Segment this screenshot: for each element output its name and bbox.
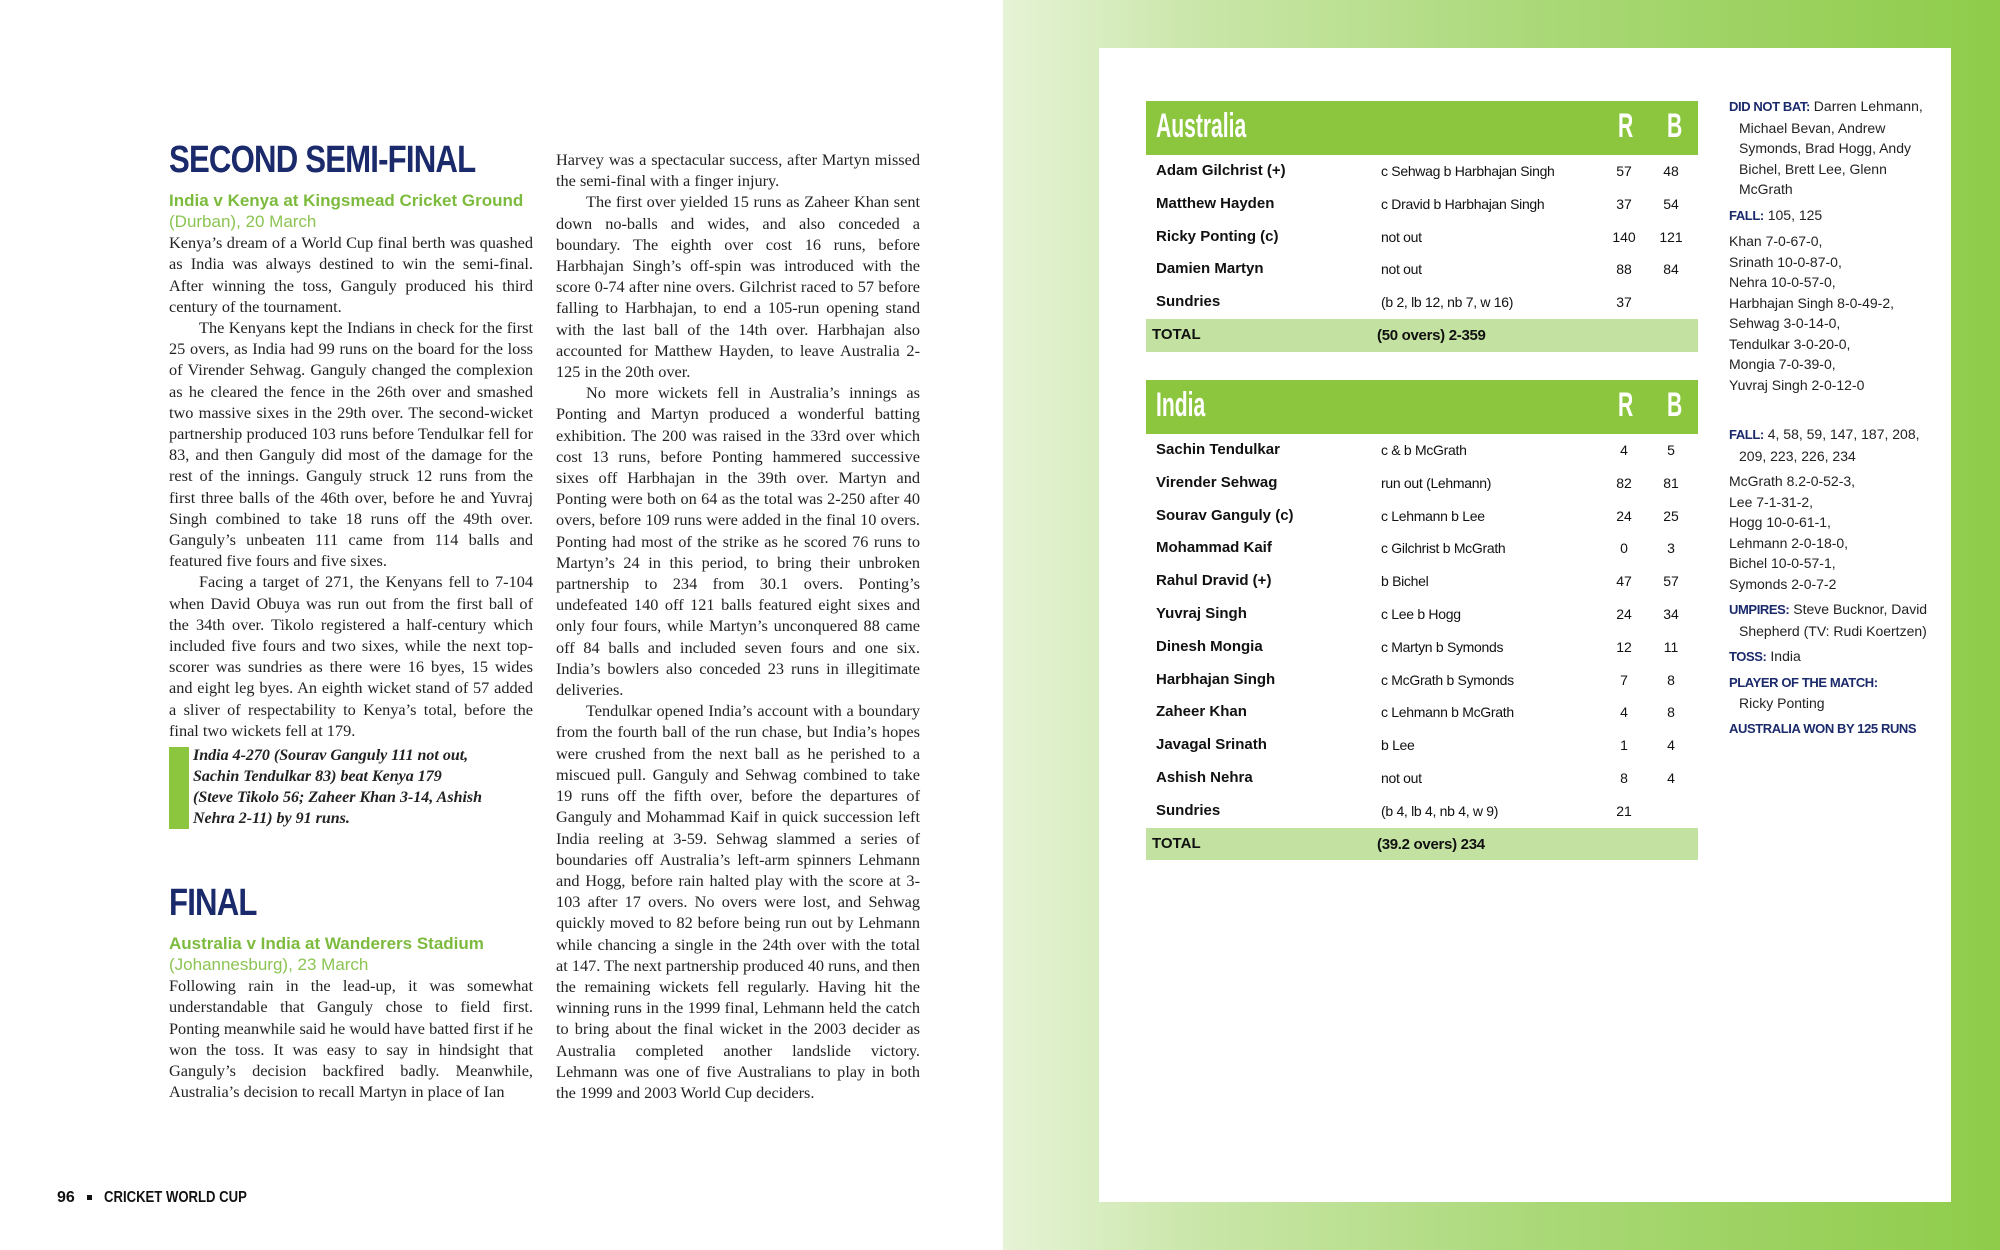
batsman-name: Yuvraj Singh	[1156, 604, 1247, 622]
text-column-1	[169, 139, 533, 829]
runs: 24	[1616, 507, 1632, 524]
did-not-bat-label: DID NOT BAT:	[1729, 99, 1810, 114]
runs: 7	[1620, 671, 1628, 688]
total-value: (39.2 overs) 234	[1377, 835, 1485, 853]
balls: 121	[1659, 228, 1683, 245]
runs: 37	[1616, 195, 1632, 212]
team-name: Australia	[1156, 107, 1247, 145]
runs: 82	[1616, 474, 1632, 491]
balls: 11	[1663, 638, 1679, 655]
batting-row	[1146, 253, 1698, 286]
toss-value: India	[1770, 648, 1801, 664]
dismissal: c Dravid b Harbhajan Singh	[1381, 195, 1545, 212]
runs: 37	[1616, 294, 1632, 311]
batsman-name: Javagal Srinath	[1156, 736, 1267, 754]
balls: 8	[1667, 671, 1675, 688]
umpires	[1729, 599, 1929, 641]
bowling-figure: Sehwag 3-0-14-0,	[1729, 315, 1841, 331]
result-accent-bar	[169, 747, 189, 829]
batsman-name: Sachin Tendulkar	[1156, 441, 1280, 458]
batting-row	[1146, 188, 1698, 221]
final-heading: FINAL	[169, 882, 257, 924]
batting-row	[1146, 434, 1698, 467]
batsman-name: Ashish Nehra	[1156, 768, 1253, 786]
did-not-bat	[1729, 96, 1924, 200]
semi-result-text: India 4-270 (Sourav Ganguly 111 not out, Sachin Tendulkar 83) beat Kenya 179 (Steve Tikolo 56; Zaheer Khan 3-14, Ashish Nehra 2-11) by 91 runs.	[193, 747, 483, 828]
balls: 48	[1663, 163, 1679, 179]
batting-row	[1146, 467, 1698, 500]
batsman-name: Rahul Dravid (+)	[1156, 572, 1272, 590]
final-match-venue-date: (Johannesburg), 23 March	[169, 955, 369, 975]
batsman-name: Virender Sehwag	[1156, 473, 1278, 491]
dismissal: c Gilchrist b McGrath	[1381, 540, 1506, 557]
umpires-value: Steve Bucknor, David Shepherd (TV: Rudi Koertzen)	[1739, 601, 1928, 639]
batting-row	[1146, 696, 1698, 729]
match-result: AUSTRALIA WON BY 125 RUNS	[1729, 720, 1917, 736]
balls: 5	[1667, 442, 1675, 458]
runs: 140	[1612, 228, 1636, 245]
india-scorecard	[1146, 380, 1698, 860]
australia-fall-of-wickets	[1729, 205, 1929, 227]
batsman-name: Sundries	[1156, 801, 1221, 819]
batsman-name: Harbhajan Singh	[1156, 670, 1276, 688]
batting-row	[1146, 565, 1698, 598]
dismissal: c & b McGrath	[1381, 442, 1467, 458]
runs-header: R	[1618, 107, 1634, 145]
dismissal: not out	[1381, 228, 1422, 245]
semi-result-box	[169, 745, 533, 829]
semi-match-title: India v Kenya at Kingsmead Cricket Ground	[169, 191, 524, 211]
final-paragraph: No more wickets fell in Australia’s innings as Ponting and Martyn produced a wonderful batting exhibition. The 200 was raised in the 33rd over which cost 13 runs, before Ponting hammered successive sixes off Harbhajan in the 39th over. Martyn and Ponting were both on 64 as the total was 2-250 after 40 overs, before 109 runs were added in the final 10 overs. Ponting had most of the strike as he scored 76 runs to Martyn’s 24 in this period, to bring their unbroken partnership to 234 from 30.1 overs. Ponting’s undefeated 140 off 121 balls featured eight sixes and only four fours, while Martyn’s unconquered 88 came off 84 balls and included seven fours and one six. India’s bowlers also conceded 23 runs in illegitimate deliveries.	[556, 383, 920, 700]
bowling-figure: Khan 7-0-67-0,	[1729, 233, 1823, 249]
total-label: TOTAL	[1152, 325, 1201, 343]
batting-row	[1146, 221, 1698, 254]
batting-row	[1146, 532, 1698, 565]
dismissal: c Sehwag b Harbhajan Singh	[1381, 163, 1555, 179]
batting-row	[1146, 286, 1698, 319]
balls: 4	[1667, 737, 1675, 754]
total-row	[1146, 319, 1698, 352]
balls: 57	[1663, 573, 1679, 590]
semi-paragraph: Kenya’s dream of a World Cup final berth was quashed as India was always destined to win the semi-final. After winning the toss, Ganguly produced his third century of the tournament.	[169, 233, 533, 316]
batting-row	[1146, 155, 1698, 188]
runs: 21	[1616, 802, 1632, 819]
total-row	[1146, 828, 1698, 861]
bowling-figure: Mongia 7-0-39-0,	[1729, 356, 1836, 372]
bowling-figure: Hogg 10-0-61-1,	[1729, 514, 1831, 530]
final-paragraph: The first over yielded 15 runs as Zaheer Khan sent down no-balls and wides, and also conceded a boundary. The eighth over cost 16 runs, before Harbhajan Singh’s off-spin was introduced with the score 0-74 after nine overs. Gilchrist raced to 57 before falling to Harbhajan, to end a 105-run opening stand with the last ball of the 14th over. Harbhajan also accounted for Matthew Hayden, to leave Australia 2-125 in the 20th over.	[556, 192, 920, 382]
pom-value: Ricky Ponting	[1739, 695, 1825, 711]
dismissal: not out	[1381, 261, 1422, 278]
batting-row	[1146, 729, 1698, 762]
balls-header: B	[1667, 386, 1683, 424]
batting-row	[1146, 762, 1698, 795]
scorecard-panel	[1099, 48, 1951, 1202]
runs: 4	[1620, 442, 1628, 458]
balls: 34	[1663, 605, 1679, 622]
bowling-figure: Symonds 2-0-7-2	[1729, 575, 1837, 592]
did-not-bat-value: Darren Lehmann, Michael Bevan, Andrew Symonds, Brad Hogg, Andy Bichel, Brett Lee, Glenn McGrath	[1739, 98, 1923, 197]
bowling-figure: Lee 7-1-31-2,	[1729, 493, 1814, 510]
batting-row	[1146, 500, 1698, 533]
umpires-label: UMPIRES:	[1729, 602, 1790, 617]
total-label: TOTAL	[1152, 834, 1201, 852]
dismissal: not out	[1381, 769, 1422, 786]
dismissal: c Lehmann b McGrath	[1381, 704, 1514, 721]
pom-label: PLAYER OF THE MATCH:	[1729, 674, 1878, 690]
final-paragraph: Tendulkar opened India’s account with a boundary from the fourth ball of the run chase, but India’s hopes were crushed from the next ball as he perished to a miscued pull. Ganguly and Sehwag combined to take 19 runs off the fifth over, before the departures of Ganguly and Mohammad Kaif in quick succession left India reeling at 3-59. Sehwag slammed a series of boundaries off Australia’s left-arm spinners Lehmann and Hogg, before rain halted play with the score at 3-103 after 17 overs. No overs were lost, and Sehwag quickly moved to 82 before being run out by Lehmann while chancing a single in the 24th over with the total at 147. The next partnership produced 40 runs, and then the remaining wickets fell regularly. Having hit the winning runs in the 1999 final, Lehmann held the catch to bring about the final wicket in the 2003 decider as Australia completed another landslide victory. Lehmann was one of five Australians to play in both the 1999 and 2003 World Cup deciders.	[556, 701, 920, 1102]
batsman-name: Mohammad Kaif	[1156, 539, 1272, 557]
final-paragraph: Following rain in the lead-up, it was somewhat understandable that Ganguly chose to field first. Ponting meanwhile said he would have batted first if he won the toss. It was easy to say in hindsight that Ganguly’s decision backfired badly. Meanwhile, Australia’s decision to recall Martyn in place of Ian	[169, 976, 533, 1102]
india-fall-of-wickets	[1729, 424, 1929, 466]
dismissal: b Lee	[1381, 737, 1415, 754]
balls: 54	[1663, 195, 1679, 212]
india-bowling-figures	[1729, 231, 1929, 395]
scorecard-header	[1146, 101, 1698, 155]
toss-label: TOSS:	[1729, 649, 1767, 664]
batting-row	[1146, 631, 1698, 664]
dismissal: c Lee b Hogg	[1381, 605, 1461, 622]
bowling-figure: McGrath 8.2-0-52-3,	[1729, 473, 1856, 489]
fall-value: 4, 58, 59, 147, 187, 208, 209, 223, 226, 234	[1739, 426, 1920, 464]
final-paragraph: Harvey was a spectacular success, after Martyn missed the semi-final with a finger injury.	[556, 150, 920, 191]
team-name: India	[1156, 386, 1206, 424]
scorecard-header	[1146, 380, 1698, 434]
total-value: (50 overs) 2-359	[1377, 326, 1486, 344]
batsman-name: Damien Martyn	[1156, 260, 1264, 278]
page-number: 96	[57, 1189, 75, 1206]
australia-scorecard	[1146, 101, 1698, 352]
runs: 24	[1616, 605, 1632, 622]
batsman-name: Matthew Hayden	[1156, 194, 1275, 212]
bowling-figure: Tendulkar 3-0-20-0,	[1729, 335, 1851, 352]
bowling-figure: Yuvraj Singh 2-0-12-0	[1729, 376, 1865, 393]
balls-header: B	[1667, 107, 1683, 145]
runs: 88	[1616, 261, 1632, 278]
bowling-figure: Harbhajan Singh 8-0-49-2,	[1729, 294, 1894, 311]
dismissal: run out (Lehmann)	[1381, 474, 1492, 491]
runs: 0	[1620, 540, 1628, 557]
batting-row	[1146, 598, 1698, 631]
dismissal: c McGrath b Symonds	[1381, 671, 1514, 688]
fall-label: FALL:	[1729, 427, 1764, 442]
runs: 47	[1616, 573, 1632, 590]
bullet-separator	[87, 1195, 92, 1200]
balls: 3	[1667, 540, 1675, 557]
batsman-name: Dinesh Mongia	[1156, 637, 1263, 655]
balls: 8	[1667, 704, 1675, 721]
runs: 12	[1616, 638, 1632, 655]
toss	[1729, 646, 1929, 668]
bowling-figure: Nehra 10-0-57-0,	[1729, 274, 1836, 290]
batsman-name: Ricky Ponting (c)	[1156, 227, 1279, 245]
runs: 1	[1620, 737, 1628, 754]
semi-final-heading: SECOND SEMI-FINAL	[169, 139, 476, 181]
bowling-figure: Srinath 10-0-87-0,	[1729, 253, 1842, 270]
batting-row	[1146, 664, 1698, 697]
dismissal: c Lehmann b Lee	[1381, 507, 1485, 524]
match-details-sidebar	[1729, 96, 1929, 744]
australia-bowling-figures	[1729, 471, 1929, 594]
balls: 81	[1663, 474, 1679, 491]
semi-match-venue-date: (Durban), 20 March	[169, 212, 317, 232]
balls: 4	[1667, 769, 1675, 786]
runs: 4	[1620, 704, 1628, 721]
dismissal: b Bichel	[1381, 573, 1429, 590]
fall-label: FALL:	[1729, 207, 1764, 223]
balls: 84	[1663, 261, 1679, 278]
batting-row	[1146, 795, 1698, 828]
text-column-2	[556, 149, 920, 1103]
bowling-figure: Lehmann 2-0-18-0,	[1729, 534, 1849, 551]
final-section	[169, 882, 533, 1102]
runs-header: R	[1618, 386, 1634, 424]
batsman-name: Sundries	[1156, 293, 1221, 311]
bowling-figure: Bichel 10-0-57-1,	[1729, 555, 1836, 571]
balls: 25	[1663, 507, 1679, 524]
batsman-name: Sourav Ganguly (c)	[1156, 506, 1294, 524]
batsman-name: Adam Gilchrist (+)	[1156, 162, 1286, 179]
batsman-name: Zaheer Khan	[1156, 703, 1247, 721]
player-of-the-match	[1729, 673, 1929, 714]
final-match-title: Australia v India at Wanderers Stadium	[169, 934, 484, 954]
page-footer	[57, 1189, 278, 1207]
right-page	[1003, 0, 2000, 1250]
semi-paragraph: The Kenyans kept the Indians in check for the first 25 overs, as India had 99 runs on the board for the loss of Virender Sehwag. Ganguly changed the complexion as he cleared the fence in the 26th over and smashed two massive sixes in the 29th over. The second-wicket partnership produced 103 runs before Tendulkar fell for 83, and then Ganguly did most of the damage for the rest of the innings. Ganguly struck 12 runs from the first three balls of the 46th over, before he and Yuvraj Singh combined to take 18 runs off the 49th over. Ganguly’s unbeaten 111 came from 114 balls and featured five fours and five sixes.	[169, 318, 533, 571]
runs: 57	[1616, 163, 1632, 179]
dismissal: c Martyn b Symonds	[1381, 638, 1504, 655]
fall-value: 105, 125	[1767, 206, 1823, 223]
book-title: CRICKET WORLD CUP	[103, 1189, 247, 1206]
runs: 8	[1620, 769, 1628, 786]
dismissal: (b 2, lb 12, nb 7, w 16)	[1381, 294, 1514, 311]
dismissal: (b 4, lb 4, nb 4, w 9)	[1381, 802, 1499, 819]
semi-paragraph: Facing a target of 271, the Kenyans fell to 7-104 when David Obuya was run out from the first ball of the 34th over. Tikolo registered a half-century which included five fours and two sixes, while the next top-scorer was sundries as there were 16 byes, 15 wides and eight leg byes. An eighth wicket stand of 57 added a sliver of respectability to Kenya’s total, before the final two wickets fell at 179.	[169, 572, 533, 740]
